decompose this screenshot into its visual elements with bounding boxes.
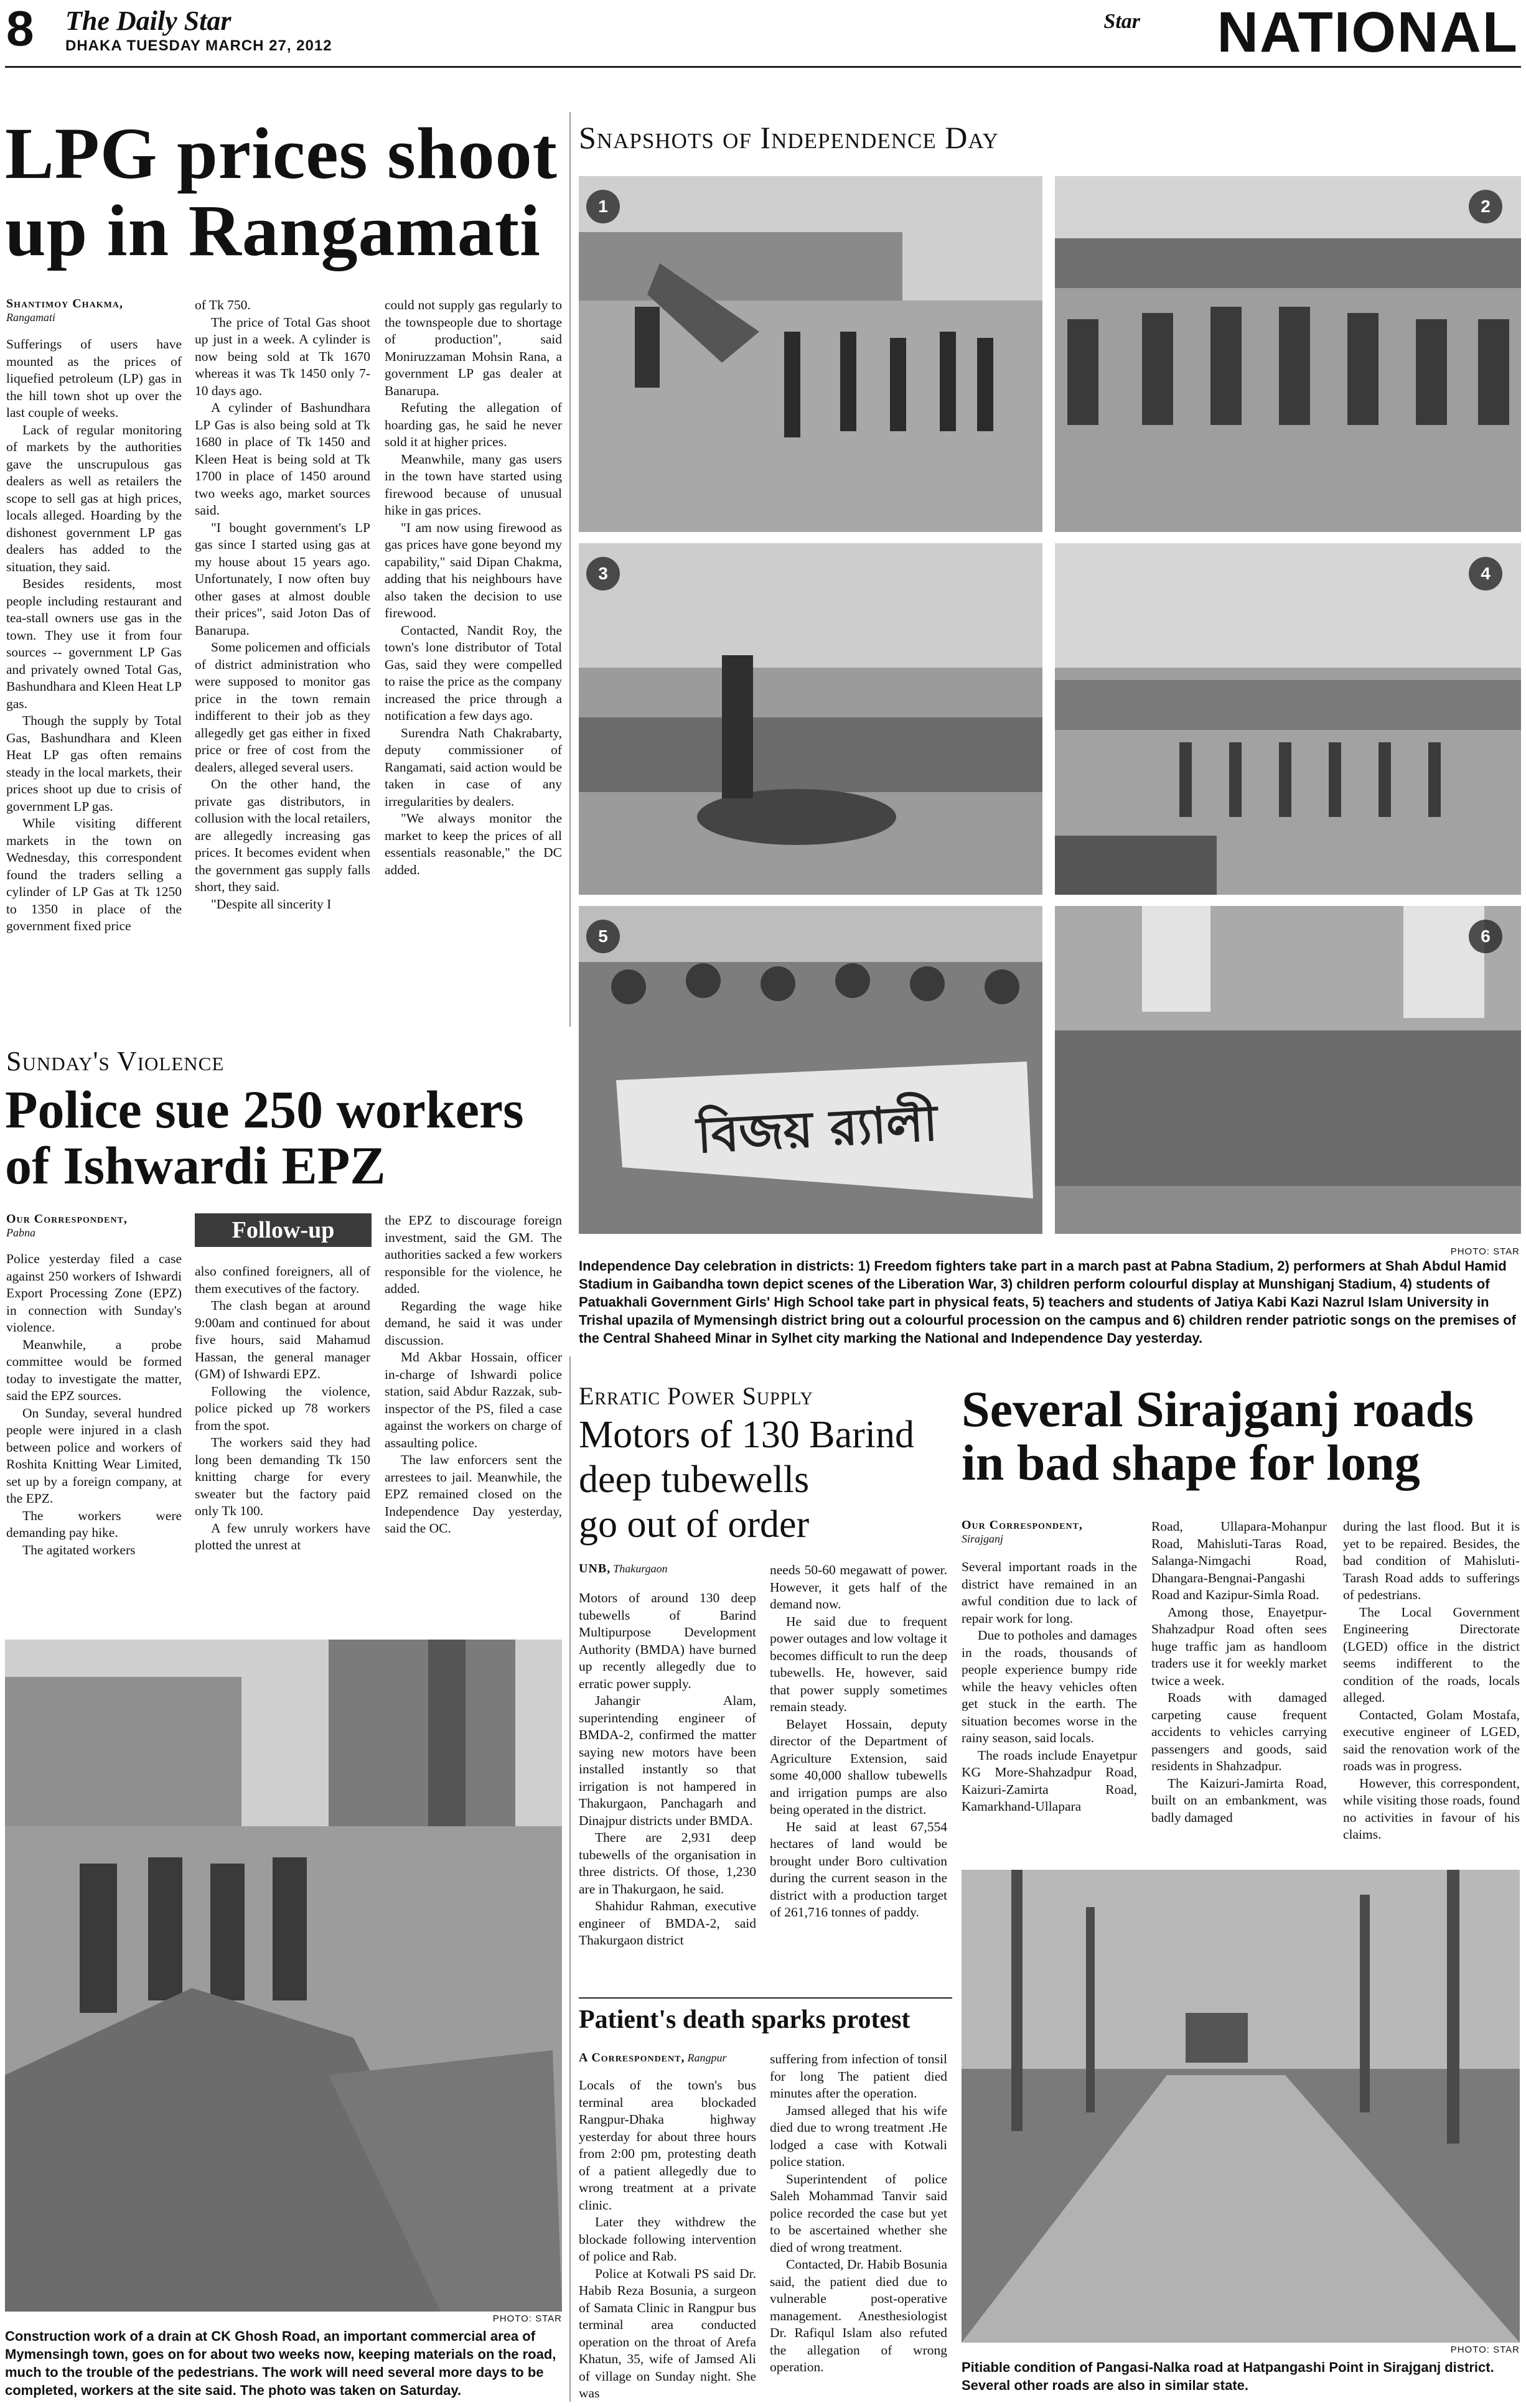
byline-location: Thakurgaon <box>613 1562 668 1575</box>
lpg-byline <box>6 297 187 324</box>
paragraph: Contacted, Dr. Habib Bosunia said, the patient died due to vulnerable post-operative management. Anesthesiologist Dr. Rafiqul Islam also refuted the allegation of wrong operation. <box>770 2257 947 2374</box>
paragraph: Superintendent of police Saleh Mohammad Tanvir said police recorded the case but yet to be ascertained whether she died of wrong treatment. <box>770 2171 947 2255</box>
road-caption: Pitiable condition of Pangasi-Nalka road at Hatpangashi Point in Sirajganj district. Several other roads are also in similar state. <box>962 2359 1494 2393</box>
epz-byline <box>6 1212 187 1239</box>
paragraph: There are 2,931 deep tubewells of the organisation in three districts. Of those, 1,230 are in Thakurgaon, he said. <box>579 1830 756 1897</box>
paragraph: A cylinder of Bashundhara LP Gas is also being sold at Tk 1680 in place of Tk 1450 and Kleen Heat is being sold at Tk 1700 in place of 1450 around two weeks ago, market sources said. <box>195 400 370 518</box>
photo-physical-feats <box>1055 543 1521 895</box>
sirajganj-headline-line1: Several Sirajganj roads <box>962 1381 1474 1437</box>
section-title: NATIONAL <box>1217 1 1519 64</box>
paragraph: Jamsed alleged that his wife died due to wrong treatment .He lodged a case with Kotwali police station. <box>770 2102 947 2169</box>
paragraph: could not supply gas regularly to the townspeople due to shortage of production", said Moniruzzaman Mohsin Rana, a government LP gas dealer at Banarupa. <box>385 297 562 398</box>
paragraph: While visiting different markets in the town on Wednesday, this correspondent found the traders selling a cylinder of LP Gas at Tk 1250 to 1350 in place of the government fixed price <box>6 816 182 933</box>
lpg-column-1 <box>6 336 182 935</box>
photo-children-display <box>579 543 1042 895</box>
paragraph: Motors of around 130 deep tubewells of Barind Multipurpose Development Authority (BMDA) have burned up recently allegedly due to erratic power supply. <box>579 1590 756 1691</box>
paragraph: However, this correspondent, while visiting those roads, found no activities in favour of his claims. <box>1343 1775 1520 1842</box>
photo-university-procession <box>579 906 1042 1234</box>
paragraph: Though the supply by Total Gas, Bashundhara and Kleen Heat LP gas often remains steady in the local markets, their prices shoot up due to crisis of government LP gas. <box>6 713 182 814</box>
photo-drain-construction <box>5 1640 562 2312</box>
epz-column-2 <box>195 1263 370 1554</box>
lpg-headline-line2: up in Rangamati <box>5 189 541 271</box>
paragraph: Md Akbar Hossain, officer in-charge of Ishwardi police station, said Abdur Razzak, sub- inspector of the PS, filed a case against the workers on charge of assaulting police. <box>385 1350 562 1450</box>
paragraph: "We always monitor the market to keep the prices of all essentials reasonable," the DC added. <box>385 811 562 877</box>
paragraph: Belayet Hossain, deputy director of the Department of Agriculture Extension, said some 40,000 shallow tubewells and irrigation pumps are also being operated in the district. <box>770 1716 947 1817</box>
snapshots-photo-credit: PHOTO: STAR <box>1450 1246 1520 1257</box>
paragraph: The price of Total Gas shoot up just in a week. A cylinder is now being sold at Tk 1670 whereas it was Tk 1450 only 7-10 days ago. <box>195 314 370 398</box>
tubewells-headline-line1: Motors of 130 Barind <box>579 1414 915 1456</box>
column-divider <box>569 1356 571 2402</box>
epz-headline-line2: of Ishwardi EPZ <box>5 1136 386 1196</box>
photo-march-past <box>579 176 1042 532</box>
paragraph: The Local Government Engineering Directorate (LGED) office in the district seems indifferent to the condition of the roads, locals alleged. <box>1343 1604 1520 1705</box>
photo-number-4: 4 <box>1469 557 1502 590</box>
sirajganj-column-3 <box>1343 1518 1520 1844</box>
column-divider <box>569 112 571 1027</box>
patient-column-1 <box>579 2077 756 2402</box>
photo-number-2: 2 <box>1469 190 1502 223</box>
byline-name: Shantimoy Chakma, <box>6 297 123 310</box>
byline-name: Our Correspondent, <box>962 1518 1083 1532</box>
paragraph: Meanwhile, many gas users in the town have started using firewood because of unusual hike in gas prices. <box>385 451 562 518</box>
paragraph: Police at Kotwali PS said Dr. Habib Reza Bosunia, a surgeon of Samata Clinic in Rangpur bus terminal area conducted operation on the throat of Arefa Khatun, 35, wife of Jamsed Ali of village on Sunday night. She was <box>579 2266 756 2401</box>
paragraph: during the last flood. But it is yet to be repaired. Besides, the bad condition of Mahisluti-Tarash Road adds to sufferings of pedestrians. <box>1343 1519 1520 1602</box>
byline-location: Rangamati <box>6 311 55 324</box>
lpg-column-2 <box>195 297 370 913</box>
snapshots-title: Snapshots of Independence Day <box>579 120 999 155</box>
paragraph: Due to potholes and damages in the roads, thousands of people experience bumpy ride while the heavy vehicles often get stuck in the earth. The situation becomes worse in the rainy season, said locals. <box>962 1628 1137 1745</box>
paragraph: Lack of regular monitoring of markets by the authorities gave the unscrupulous gas dealers as well as retailers the scope to sell gas at high prices, locals alleged. Hoarding by the dishonest government LP gas dealers has added to the situation, they said. <box>6 422 182 574</box>
tubewells-headline-line3: go out of order <box>579 1503 810 1546</box>
paragraph: Road, Ullapara-Mohanpur Road, Mahisluti-Taras Road, Salanga-Nimgachi Road, Dhangara-Bengnai-Pangashi Road and Kazipur-Simla Road. <box>1151 1519 1327 1602</box>
paragraph: On Sunday, several hundred people were injured in a clash between police and workers of Roshita Knitting Wear Limited, set up by a foreign company, at the EPZ. <box>6 1405 182 1506</box>
byline-location: Pabna <box>6 1226 35 1239</box>
paragraph: "I am now using firewood as gas prices have gone beyond my capability," said Dipan Chakma, adding that his neighbours have also taken the decision to use firewood. <box>385 520 562 620</box>
paragraph: The roads include Enayetpur KG More-Shahzadpur Road, Kaizuri-Zamirta Road, Kamarkhand-Ullapara <box>962 1747 1137 1814</box>
patient-headline: Patient's death sparks protest <box>579 2005 910 2034</box>
paragraph: The Kaizuri-Jamirta Road, built on an embankment, was badly damaged <box>1151 1775 1327 1825</box>
paragraph: He said at least 67,554 hectares of land would be brought under Boro cultivation during the current season in the district with a production target of 261,716 tonnes of paddy. <box>770 1819 947 1920</box>
paragraph: "Despite all sincerity I <box>211 896 332 912</box>
paragraph: also confined foreigners, all of them executives of the factory. <box>195 1264 370 1296</box>
paragraph: Surendra Nath Chakrabarty, deputy commissioner of Rangamati, said action would be taken in case of any irregularities by dealers. <box>385 725 562 809</box>
paragraph: the EPZ to discourage foreign investment, said the GM. The authorities sacked a few workers responsible for the violence, he added. <box>385 1213 562 1296</box>
sirajganj-column-1 <box>962 1559 1137 1816</box>
paragraph: A few unruly workers have plotted the unrest at <box>195 1520 370 1552</box>
procession-banner-text: বিজয় র‍্যালী <box>695 1093 939 1165</box>
paragraph: Police yesterday filed a case against 250 workers of Ishwardi Export Processing Zone (EPZ) in connection with Sunday's violence. <box>6 1251 182 1335</box>
paragraph: Following the violence, police picked up 78 workers from the spot. <box>195 1383 370 1433</box>
paragraph: Sufferings of users have mounted as the prices of liquefied petroleum (LP) gas in the hill town shot up over the last couple of weeks. <box>6 337 182 420</box>
paragraph: Locals of the town's bus terminal area blockaded Rangpur-Dhaka highway yesterday for about three hours from 2:00 pm, protesting death of a patient allegedly due to wrong treatment at a private clinic. <box>579 2078 756 2213</box>
paragraph: Meanwhile, a probe committee would be formed today to investigate the matter, said the EPZ sources. <box>6 1337 182 1403</box>
lpg-headline-line1: LPG prices shoot <box>5 113 558 194</box>
paragraph: Shahidur Rahman, executive engineer of BMDA-2, said Thakurgaon district <box>579 1898 756 1948</box>
lpg-headline <box>5 115 565 269</box>
paragraph: Later they withdrew the blockade following intervention of police and Rab. <box>579 2214 756 2264</box>
photo-damaged-road <box>962 1870 1520 2343</box>
sirajganj-column-2 <box>1151 1518 1327 1826</box>
snapshots-grid <box>579 176 1521 1234</box>
tubewells-byline <box>579 1562 759 1576</box>
lpg-column-3 <box>385 297 562 879</box>
tubewells-column-1 <box>579 1590 756 1949</box>
paragraph: Some policemen and officials of district administration who were supposed to monitor gas price in the town remain indifferent to their job as they allegedly get gas either in fixed price or free of cost from the dealers, alleged several users. <box>195 640 370 775</box>
paragraph: Contacted, Nandit Roy, the town's lone distributor of Total Gas, said they were compelled to raise the price as the company increased the price through a notification a few days ago. <box>385 622 562 723</box>
paragraph: He said due to frequent power outages and low voltage it becomes difficult to run the deep tubewells. He, however, said that power supply sometimes remain steady. <box>770 1613 947 1714</box>
paragraph: Regarding the wage hike demand, he said it was under discussion. <box>385 1298 562 1348</box>
paragraph: The workers were demanding pay hike. <box>6 1508 182 1540</box>
paragraph: Among those, Enayetpur-Shahzadpur Road often sees huge traffic jam as handloom traders use it for weekly market twice a week. <box>1151 1604 1327 1688</box>
byline-name: UNB, <box>579 1562 611 1575</box>
photo-number-1: 1 <box>586 190 620 223</box>
byline-location: Sirajganj <box>962 1533 1004 1545</box>
photo-number-3: 3 <box>586 557 620 590</box>
paragraph: On the other hand, the private gas distributors, in collusion with the local retailers, are allegedly increasing gas prices. It becomes evident when the government gas supply falls short, they said. <box>195 777 370 894</box>
sirajganj-byline <box>962 1518 1142 1546</box>
paragraph: Refuting the allegation of hoarding gas, he said he never sold it at higher prices. <box>385 400 562 449</box>
paragraph: suffering from infection of tonsil for long The patient died minutes after the operation. <box>770 2051 947 2101</box>
page-number: 8 <box>6 1 34 56</box>
epz-headline <box>5 1081 568 1194</box>
patient-top-rule <box>579 1997 952 1999</box>
tubewells-headline-line2: deep tubewells <box>579 1458 810 1501</box>
patient-byline <box>579 2051 759 2065</box>
tubewells-column-2 <box>770 1562 947 1921</box>
byline-location: Rangpur <box>687 2051 727 2064</box>
paragraph: "I bought government's LP gas since I started using gas at my house about 15 years ago. Unfortunately, I now often buy other gases at almost double their prices", said Joton Das of Banarupa. <box>195 520 370 638</box>
paragraph: Besides residents, most people including restaurant and tea-stall owners use gas in the town. They use it from four sources -- government LP Gas and privately owned Total Gas, Bashundhara and Kleen Heat LP gas. <box>6 576 182 711</box>
photo-children-singing <box>1055 906 1521 1234</box>
patient-column-2 <box>770 2051 947 2376</box>
photo-liberation-war-scene <box>1055 176 1521 532</box>
paragraph: needs 50-60 megawatt of power. However, it gets half of the demand now. <box>770 1562 947 1612</box>
paragraph: The clash began at around 9:00am and continued for about five hours, said Mahamud Hassan, the general manager (GM) of Ishwardi EPZ. <box>195 1298 370 1381</box>
masthead: The Daily Star <box>65 6 232 36</box>
paragraph: The law enforcers sent the arrestees to jail. Meanwhile, the EPZ remained closed on the Independence Day yesterday, said the OC. <box>385 1452 562 1536</box>
epz-column-3 <box>385 1212 562 1538</box>
byline-name: Our Correspondent, <box>6 1212 128 1226</box>
snapshots-caption: Independence Day celebration in districts: 1) Freedom fighters take part in a march past at Pabna Stadium, 2) performers at Shah Abdul Hamid Stadium in Gaibandha town depict scenes of the Liberation War, 3) children perform colourful display at Munshiganj Stadium, 4) students of Patuakhali Government Girls' High School take part in physical feats, 5) teachers and students of Jatiya Kabi Kazi Nazrul Islam University in Trishal upazila of Mymensingh district bring out a colourful procession on the campus and 6) children render patriotic songs on the premises of the Central Shaheed Minar in Sylhet city marking the National and Independence Day yesterday. <box>579 1258 1517 1346</box>
section-logo: Star <box>1103 10 1140 33</box>
sirajganj-headline-line2: in bad shape for long <box>962 1434 1420 1491</box>
paragraph: Contacted, Golam Mostafa, executive engineer of LGED, said the renovation work of the roads was in progress. <box>1343 1707 1520 1773</box>
tubewells-kicker: Erratic Power Supply <box>579 1382 813 1410</box>
byline-name: A Correspondent, <box>579 2051 685 2065</box>
paragraph: Several important roads in the district have remained in an awful condition due to lack of repair work for long. <box>962 1559 1137 1626</box>
tubewells-headline <box>579 1412 952 1547</box>
epz-kicker: Sunday's Violence <box>6 1046 225 1076</box>
paragraph: Roads with damaged carpeting cause frequent accidents to vehicles carrying passengers and goods, said residents in Shahzadpur. <box>1151 1690 1327 1773</box>
epz-headline-line1: Police sue 250 workers <box>5 1080 524 1139</box>
photo-number-6: 6 <box>1469 920 1502 953</box>
drain-caption: Construction work of a drain at CK Ghosh Road, an important commercial area of Mymensingh town, goes on for about two weeks now, keeping materials on the road, much to the trouble of the pedestrians. The work will need several more days to be completed, workers at the site said. The photo was taken on Saturday. <box>5 2328 556 2398</box>
follow-up-tag: Follow-up <box>195 1213 372 1247</box>
paragraph: Jahangir Alam, superintending engineer of BMDA-2, confirmed the matter saying new motors have been installed instantly so that irrigation is not hampered in Thakurgaon, Panchagarh and Dinajpur districts under BMDA. <box>579 1693 756 1828</box>
drain-photo-credit: PHOTO: STAR <box>492 2313 562 2324</box>
paragraph: The agitated workers <box>22 1542 136 1557</box>
dateline: DHAKA TUESDAY MARCH 27, 2012 <box>65 37 332 54</box>
paragraph: The workers said they had long been demanding Tk 150 knitting charge for every sweater but the factory paid only Tk 100. <box>195 1435 370 1518</box>
photo-number-5: 5 <box>586 920 620 953</box>
paragraph: of Tk 750. <box>195 297 251 312</box>
road-photo-credit: PHOTO: STAR <box>1450 2345 1520 2355</box>
epz-column-1 <box>6 1251 182 1559</box>
header-rule <box>5 66 1521 68</box>
sirajganj-headline <box>962 1383 1522 1490</box>
